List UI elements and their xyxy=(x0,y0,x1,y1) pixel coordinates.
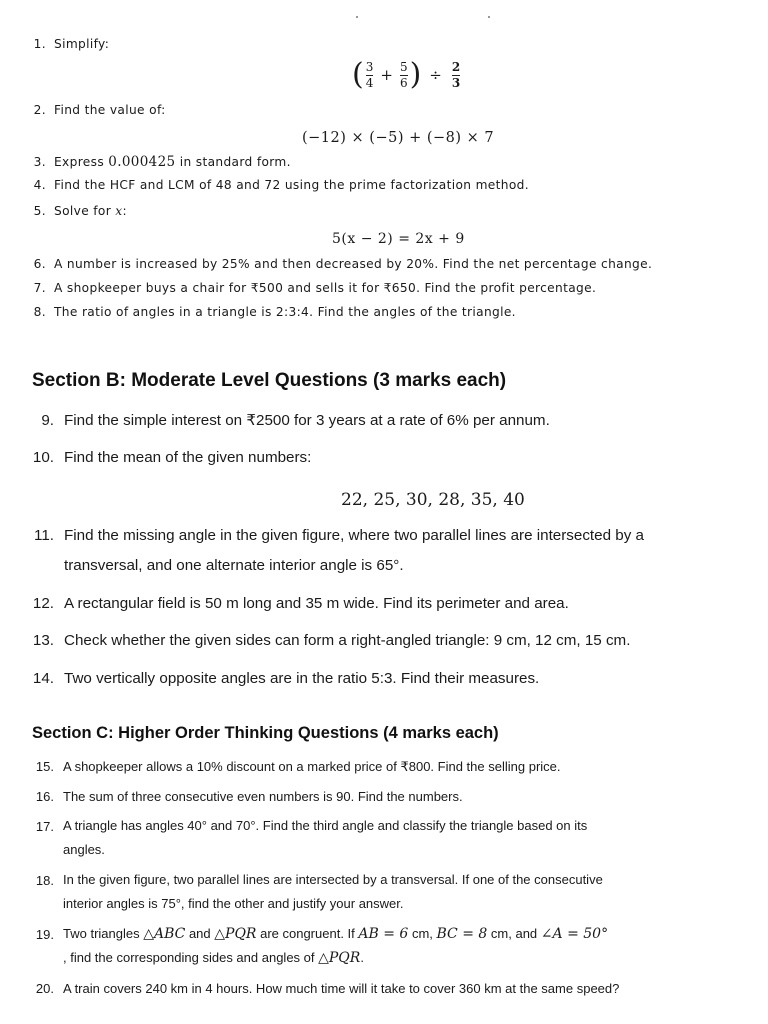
question-text xyxy=(64,521,644,581)
text: . xyxy=(360,950,364,965)
question-20 xyxy=(30,981,619,996)
question-number: 11. xyxy=(34,527,54,544)
question-5 xyxy=(32,204,127,218)
question-text xyxy=(63,868,603,916)
math-var: x xyxy=(115,204,123,218)
section-b-heading: Section B: Moderate Level Questions (3 marks each) xyxy=(32,370,507,391)
question-16 xyxy=(30,789,463,804)
question-3 xyxy=(32,154,291,170)
question-text: A rectangular field is 50 m long and 35 m wide. Find its perimeter and area. xyxy=(64,595,569,612)
question-7 xyxy=(32,281,596,295)
line-2: angles. xyxy=(63,842,105,857)
question-number: 3. xyxy=(33,155,46,169)
question-text: Find the mean of the given numbers: xyxy=(64,449,312,466)
question-15 xyxy=(30,759,561,775)
question-text xyxy=(63,814,587,862)
question-17 xyxy=(30,819,587,862)
question-number: 19. xyxy=(35,927,54,942)
question-text: Check whether the given sides can form a right-angled triangle: 9 cm, 12 cm, 15 cm. xyxy=(64,632,631,649)
question-number: 18. xyxy=(35,873,54,888)
fraction-a xyxy=(366,61,374,90)
question-1 xyxy=(32,37,109,51)
denominator: 4 xyxy=(365,75,374,90)
question-8 xyxy=(32,305,516,319)
line-1: In the given figure, two parallel lines are intersected by a transversal. If one of the consecutive xyxy=(63,872,603,887)
plus-sign: + xyxy=(380,66,393,84)
question-14 xyxy=(30,670,539,687)
math: AB = 6 xyxy=(358,926,409,942)
math: BC = 8 xyxy=(436,926,488,942)
question-number: 14. xyxy=(32,670,54,687)
question-text xyxy=(54,154,291,170)
question-4 xyxy=(32,178,529,192)
math: △ABC xyxy=(143,926,186,942)
colon: : xyxy=(122,204,127,218)
question-number: 12. xyxy=(32,595,54,612)
line-1: Find the missing angle in the given figure, where two parallel lines are intersected by a xyxy=(64,527,644,544)
text: and xyxy=(185,926,215,941)
question-text: Simplify: xyxy=(54,37,110,51)
question-text: The sum of three consecutive even numbers is 90. Find the numbers. xyxy=(63,789,463,804)
left-paren: ( xyxy=(352,57,364,92)
text: cm, xyxy=(408,926,437,941)
math: ∠A = 50° xyxy=(540,926,609,942)
denominator: 6 xyxy=(399,75,408,90)
text: cm, and xyxy=(487,926,541,941)
denominator: 3 xyxy=(451,75,461,90)
numerator: 2 xyxy=(451,59,461,74)
fraction-c xyxy=(452,61,460,90)
text-before: Express xyxy=(54,155,109,169)
line-2: transversal, and one alternate interior angle is 65°. xyxy=(64,557,404,574)
question-19 xyxy=(30,927,608,970)
line-1: A triangle has angles 40° and 70°. Find the third angle and classify the triangle based on its xyxy=(63,818,588,833)
math: △PQR xyxy=(214,926,257,942)
question-number: 10. xyxy=(32,449,54,466)
math: △PQR xyxy=(318,950,361,966)
question-13 xyxy=(30,632,630,649)
question-text xyxy=(63,922,608,970)
question-number: 17. xyxy=(35,819,54,834)
question-number: 7. xyxy=(33,281,46,295)
question-number: 4. xyxy=(33,178,46,192)
text: Two triangles xyxy=(63,926,144,941)
section-c-heading: Section C: Higher Order Thinking Questions (4 marks each) xyxy=(32,724,499,742)
question-number: 20. xyxy=(35,981,54,996)
question-number: 2. xyxy=(33,103,46,117)
question-text: A shopkeeper allows a 10% discount on a marked price of ₹800. Find the selling price. xyxy=(63,759,561,774)
question-text: A number is increased by 25% and then decreased by 20%. Find the net percentage change. xyxy=(54,257,653,271)
text: , find the corresponding sides and angles of xyxy=(63,950,319,965)
question-number: 13. xyxy=(32,632,54,649)
question-text: Find the HCF and LCM of 48 and 72 using the prime factorization method. xyxy=(54,178,529,192)
question-number: 1. xyxy=(33,37,46,51)
line-2 xyxy=(63,946,608,970)
right-paren: ) xyxy=(409,57,422,92)
q2-expression: (−12) × (−5) + (−8) × 7 xyxy=(302,130,495,146)
question-11 xyxy=(30,527,644,581)
question-text: Find the simple interest on ₹2500 for 3 years at a rate of 6% per annum. xyxy=(64,412,550,429)
question-text: A shopkeeper buys a chair for ₹500 and sells it for ₹650. Find the profit percentage. xyxy=(54,281,597,295)
question-12 xyxy=(30,595,569,612)
line-2: interior angles is 75°, find the other and justify your answer. xyxy=(63,896,404,911)
line-1 xyxy=(63,922,608,946)
question-number: 5. xyxy=(33,204,46,218)
question-text: The ratio of angles in a triangle is 2:3:4. Find the angles of the triangle. xyxy=(54,305,516,319)
question-text: Two vertically opposite angles are in the ratio 5:3. Find their measures. xyxy=(64,670,540,687)
question-number: 6. xyxy=(33,257,46,271)
numerator: 3 xyxy=(365,59,374,74)
question-2 xyxy=(32,103,166,117)
text-after: in standard form. xyxy=(175,155,291,169)
math-value: 0.000425 xyxy=(108,154,176,170)
top-edge-marks xyxy=(356,16,490,20)
question-text: Find the value of: xyxy=(54,103,166,117)
q10-expression: 22, 25, 30, 28, 35, 40 xyxy=(341,490,525,510)
question-text: A train covers 240 km in 4 hours. How much time will it take to cover 360 km at the same speed? xyxy=(63,981,620,996)
question-number: 16. xyxy=(35,789,54,804)
text: are congruent. If xyxy=(256,926,359,941)
question-18 xyxy=(30,873,603,916)
question-6 xyxy=(32,257,652,271)
text: Solve for xyxy=(54,204,116,218)
q5-expression: 5(x − 2) = 2x + 9 xyxy=(332,231,465,247)
question-text xyxy=(54,204,127,218)
q1-expression xyxy=(352,57,462,92)
question-number: 8. xyxy=(33,305,46,319)
question-9 xyxy=(30,411,550,429)
divide-sign: ÷ xyxy=(429,66,442,84)
numerator: 5 xyxy=(399,59,408,74)
fraction-b xyxy=(400,61,408,90)
question-number: 15. xyxy=(35,759,54,774)
question-10 xyxy=(30,449,311,466)
question-number: 9. xyxy=(41,412,54,429)
